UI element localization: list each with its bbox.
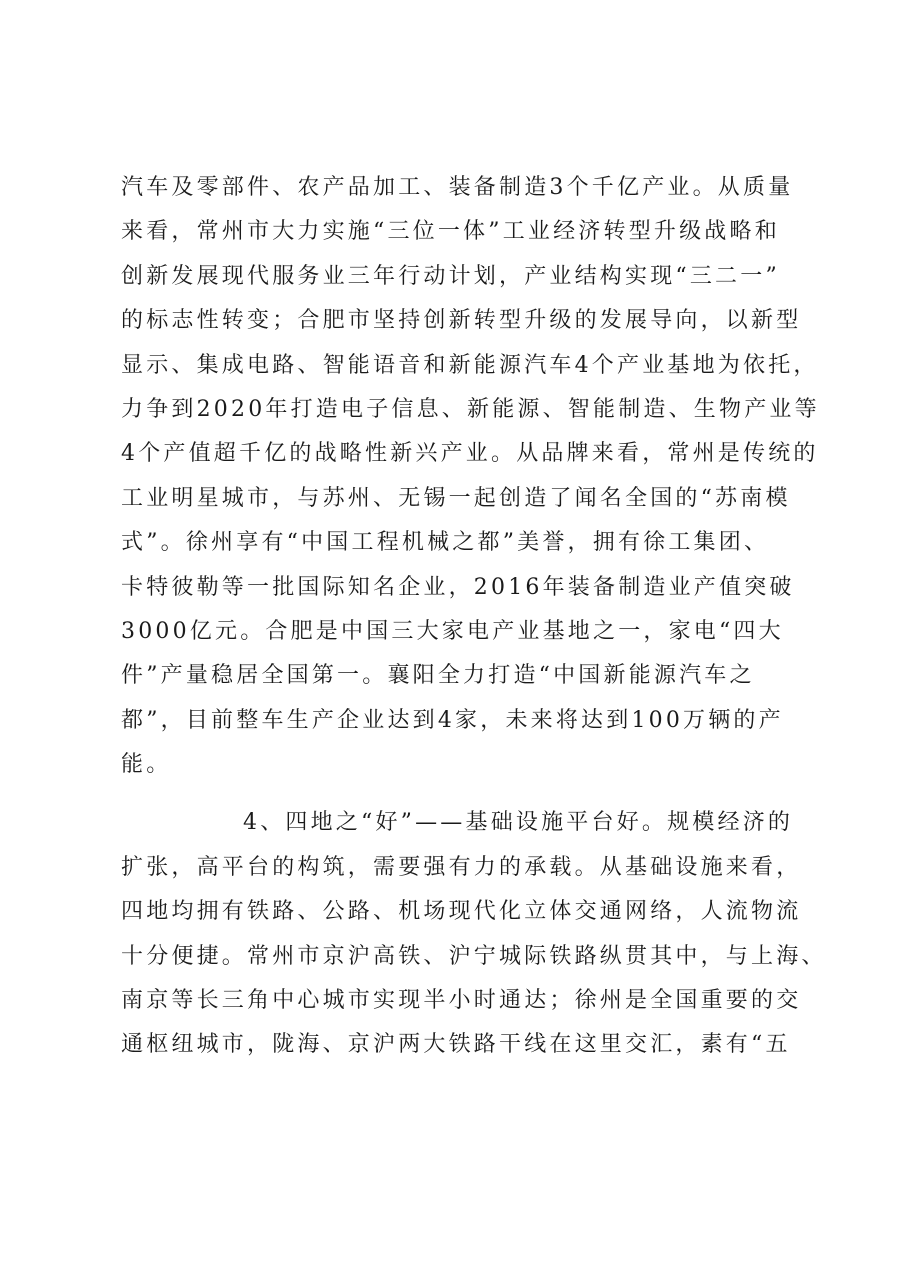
text-line: 能。 [121,752,172,778]
text-line: 工业明星城市，与苏州、无锡一起创造了闻名全国的“苏南模 [121,485,791,511]
text-line: 力争到2020年打造电子信息、新能源、智能制造、生物产业等 [121,396,820,422]
text-line: 件”产量稳居全国第一。襄阳全力打造“中国新能源汽车之 [121,663,755,689]
paragraph-gap [121,787,811,801]
text-line: 创新发展现代服务业三年行动计划，产业结构实现“三二一” [121,263,780,289]
text-line: 都”，目前整车生产企业达到4家，未来将达到100万辆的产 [121,707,784,733]
text-line: 卡特彼勒等一批国际知名企业，2016年装备制造业产值突破 [121,574,795,600]
paragraph-infrastructure [121,801,827,1067]
text-line: 南京等长三角中心城市实现半小时通达；徐州是全国重要的交 [121,988,802,1014]
text-line: 3000亿元。合肥是中国三大家电产业基地之一，家电“四大 [121,618,784,644]
text-line: 的标志性转变；合肥市坚持创新转型升级的发展导向，以新型 [121,308,802,334]
text-line: 十分便捷。常州市京沪高铁、沪宁城际铁路纵贯其中，与上海、 [121,943,827,969]
text-line: 扩张，高平台的构筑，需要强有力的承载。从基础设施来看， [121,854,802,880]
section-heading-line: 4、四地之“好”——基础设施平台好。规模经济的 [243,810,794,836]
text-line: 显示、集成电路、智能语音和新能源汽车4个产业基地为依托， [121,352,819,378]
text-line: 通枢纽城市，陇海、京沪两大铁路干线在这里交汇，素有“五 [121,1032,791,1058]
text-line: 4个产值超千亿的战略性新兴产业。从品牌来看，常州是传统的 [121,441,819,467]
paragraph-industry [121,166,820,787]
text-line: 式”。徐州享有“中国工程机械之都”美誉，拥有徐工集团、 [121,530,770,556]
text-line: 四地均拥有铁路、公路、机场现代化立体交通网络，人流物流 [121,899,802,925]
document-body [121,166,827,1068]
text-line: 汽车及零部件、农产品加工、装备制造3个千亿产业。从质量 [121,175,794,200]
text-line: 来看，常州市大力实施“三位一体”工业经济转型升级战略和 [121,219,780,245]
